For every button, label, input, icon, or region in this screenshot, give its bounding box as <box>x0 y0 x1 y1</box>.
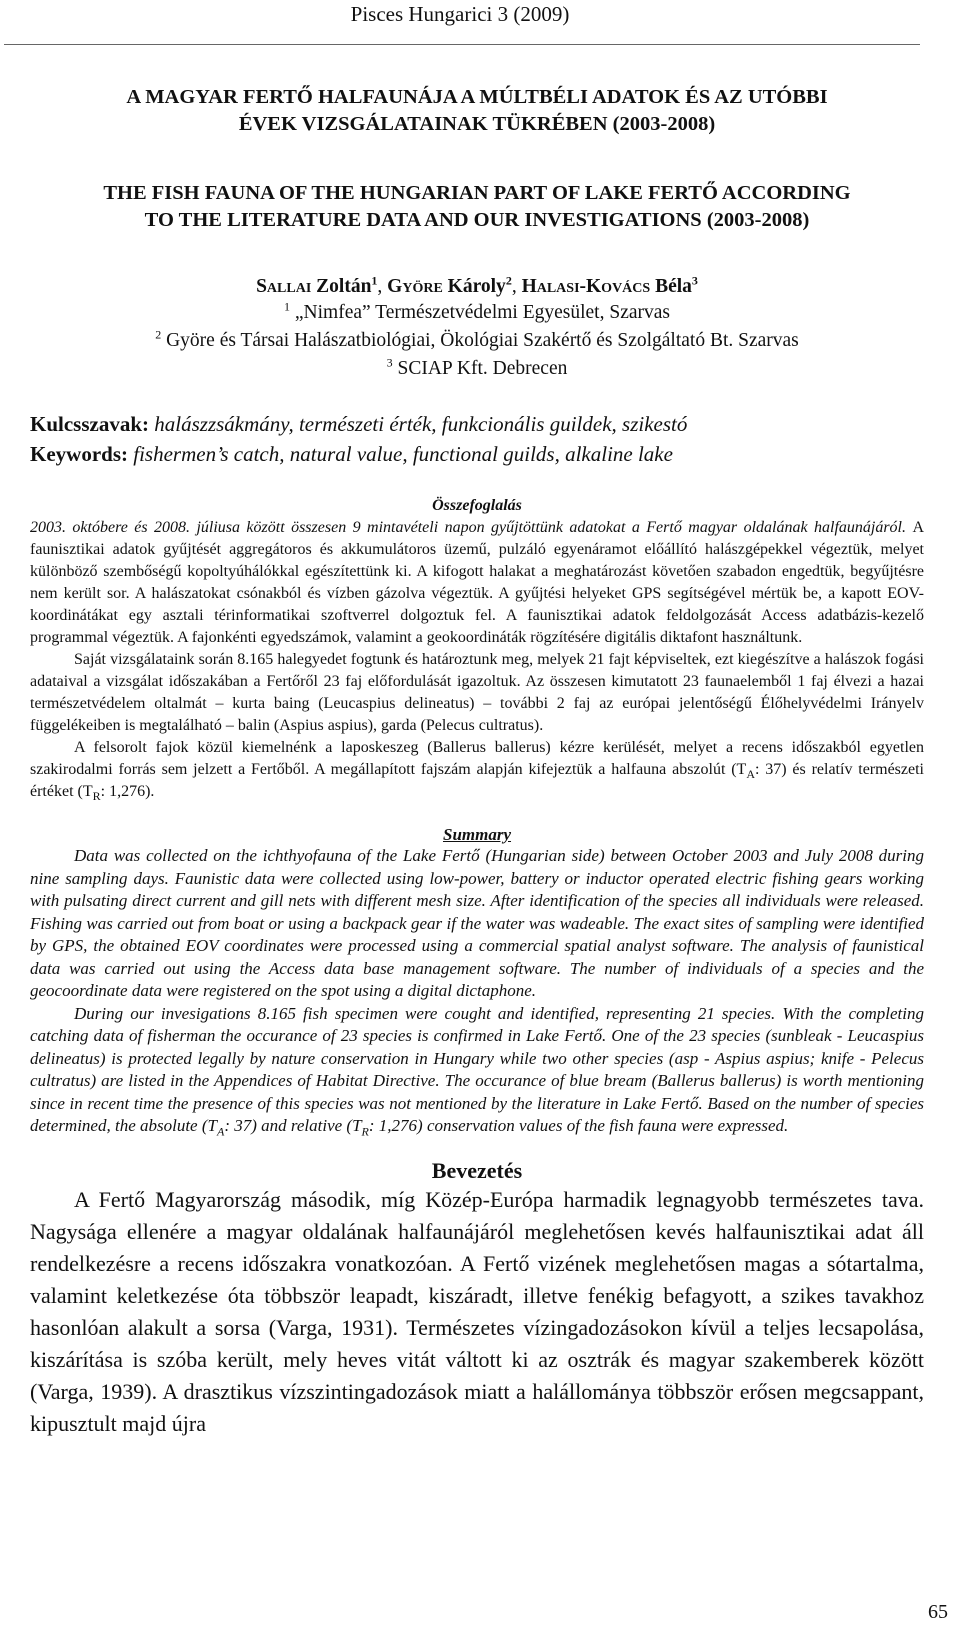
author-3: Halasi-Kovács Béla$^3$ <box>521 273 698 297</box>
summary-paragraph-1: Data was collected on the ichthyofauna of the Lake Fertő (Hungarian side) between October 2003 and July 2008 during nine sampling days. Faunistic data were collected using low-power, battery or inductor operated electric fishing gears working with pulsating direct current and gill nets with different mesh size. After identification of the species all individuals were released. Fishing was carried out from boat or using a backpack gear if the water was wadeable. The exact sites of sampling were identified by GPS, the obtained EOV coordinates were processed using a commercial spatial analyst software. The analysis of faunistical data was carried out using the Access data base management software. The number of individuals of a species and the geocoordinate data were registered on the spot using a digital dictaphone. <box>30 846 924 1000</box>
author-list: Sallai Zoltán$^1$, Györe Károly$^2$, Halasi-Kovács Béla$^3$ <box>256 273 698 297</box>
author-1: Sallai Zoltán$^1$ <box>256 273 378 297</box>
author-2: Györe Károly$^2$ <box>387 273 512 297</box>
affiliation-1: $^1$ „Nimfea” Természetvédelmi Egyesület, Szarvas <box>284 299 670 323</box>
abstract-heading: Összefoglalás <box>432 497 522 514</box>
summary-heading: Summary <box>442 825 512 844</box>
header-rule <box>4 44 920 45</box>
title-en-line-2: TO THE LITERATURE DATA AND OUR INVESTIGATIONS (2003-2008) <box>144 209 810 231</box>
title-hu-line-2: ÉVEK VIZSGÁLATAINAK TÜKRÉBEN (2003-2008) <box>238 113 716 135</box>
running-header: Pisces Hungarici 3 (2009) <box>350 2 570 26</box>
summary-en <box>30 845 924 1138</box>
keywords-hu: Kulcsszavak: halászzsákmány, természeti érték, funkcionális guildek, szikestó <box>30 412 688 436</box>
keywords-en: Keywords: fishermen’s catch, natural value, functional guilds, alkaline lake <box>30 442 673 466</box>
affiliation-2: $^2$ Györe és Társai Halászatbiológiai, Ökológiai Szakértő és Szolgáltató Bt. Szarvas <box>155 327 799 351</box>
intro-heading: Bevezetés <box>431 1157 523 1183</box>
intro-section <box>30 1184 924 1440</box>
abstract-paragraph-2: Saját vizsgálataink során 8.165 halegyedet fogtunk és határoztunk meg, melyek 21 fajt képviseltek, ezt kiegészítve a halászok fogási adataival a vizsgálat időszakában a Fertőről 23 faj előfordulását igazoltuk. Az összesen kimutatott 23 faunaelemből 1 faj élvezi a hazai természetvédelem oltalmát – kurta baing (Leucaspius delineatus) – további 2 faj az európai jelentőségű Élőhelyvédelmi Irányelv függelékeiben is megtalálható – balin (Aspius aspius), garda (Pelecus cultratus). <box>30 651 924 734</box>
affiliation-3: $^3$ SCIAP Kft. Debrecen <box>386 355 568 379</box>
article-body <box>30 84 924 1440</box>
title-hu-line-1: A MAGYAR FERTŐ HALFAUNÁJA A MÚLTBÉLI ADATOK ÉS AZ UTÓBBI <box>126 86 828 108</box>
keywords-block <box>30 409 924 469</box>
title-en-line-1: THE FISH FAUNA OF THE HUNGARIAN PART OF LAKE FERTŐ ACCORDING <box>103 182 851 204</box>
abstract-hu <box>30 517 924 803</box>
abstract-paragraph-1: 2003. októbere és 2008. júliusa között összesen 9 mintavételi napon gyűjtöttünk adatokat a Fertő magyar oldalának halfaunájáról. A faunisztikai adatok gyűjtését aggregátoros és akkumulátoros üzemű, pulzáló egyenáramot előállító halászgépekkel végeztük, melyet különböző szembőségű kopoltyúhálókkal egészítettünk ki. A kifogott halakat a meghatározást követően szabadon engedtük, begyűjtésre nem került sor. A halászatokat csónakból és vízben gázolva végeztük. A gyűjtési helyeket GPS segítségével mértük be, a kapott EOV-koordinátákat egy asztali térinformatikai szoftverrel dolgoztuk fel. A faunisztikai adatok feldolgozását Access adatbázis-kezelő programmal végeztük. A fajonkénti egyedszámok, valamint a geokoordináták rögzítésére digitális diktafont használtunk. <box>30 519 924 646</box>
abstract-paragraph-3: A felsorolt fajok közül kiemelnénk a laposkeszeg (Ballerus ballerus) kézre kerülését, melyet a recens időszakból egyetlen szakirodalmi forrás sem jelzett a Fertőből. A megállapított fajszám alapján kifejeztük a halfauna abszolút ($T_A$: 37) és relatív természeti értéket ($T_R$: 1,276). <box>30 739 925 804</box>
page-number: 65 <box>928 1601 948 1623</box>
summary-paragraph-2: During our invesigations 8.165 fish specimen were cought and identified, representing 21 species. With the completing catching data of fisherman the occurance of 23 species is confirmed in Lake Fertő. One of the 23 species (sunbleak - Leucaspius delineatus) is protected legally by nature conservation in Hungary while two other species (asp - Aspius aspius; knife - Pelecus cultratus) are listed in the Appendices of Habitat Directive. The occurance of blue bream (Ballerus ballerus) is worth mentioning since in recent time the presence of this species was not mentioned by the literature in Lake Fertő. Based on the number of species determined, the absolute ($T_A$: 37) and relative ($T_R$: 1,276) conservation values of the fish fauna were expressed. <box>30 1003 924 1139</box>
intro-paragraph-1: A Fertő Magyarország második, míg Közép-Európa harmadik legnagyobb természetes tava. Nagysága ellenére a magyar oldalának halfaunájáról meglehetősen kevés halfaunisztikai adat áll rendelkezésre a recens időszakra vonatkozóan. A Fertő vizének meglehetősen magas a sótartalma, valamint keletkezése óta többször leapadt, kiszáradt, illetve fenékig befagyott, a szikes tavakhoz hasonlóan alakult a sorsa (Varga, 1931). Természetes vízingadozásokon kívül a teljes lecsapolása, kiszárítása is szóba került, mely heves vitát váltott ki az osztrák és magyar szakemberek között (Varga, 1939). A drasztikus vízszintingadozások miatt a halállománya többször erősen megcsappant, kipusztult majd újra <box>30 1186 924 1436</box>
